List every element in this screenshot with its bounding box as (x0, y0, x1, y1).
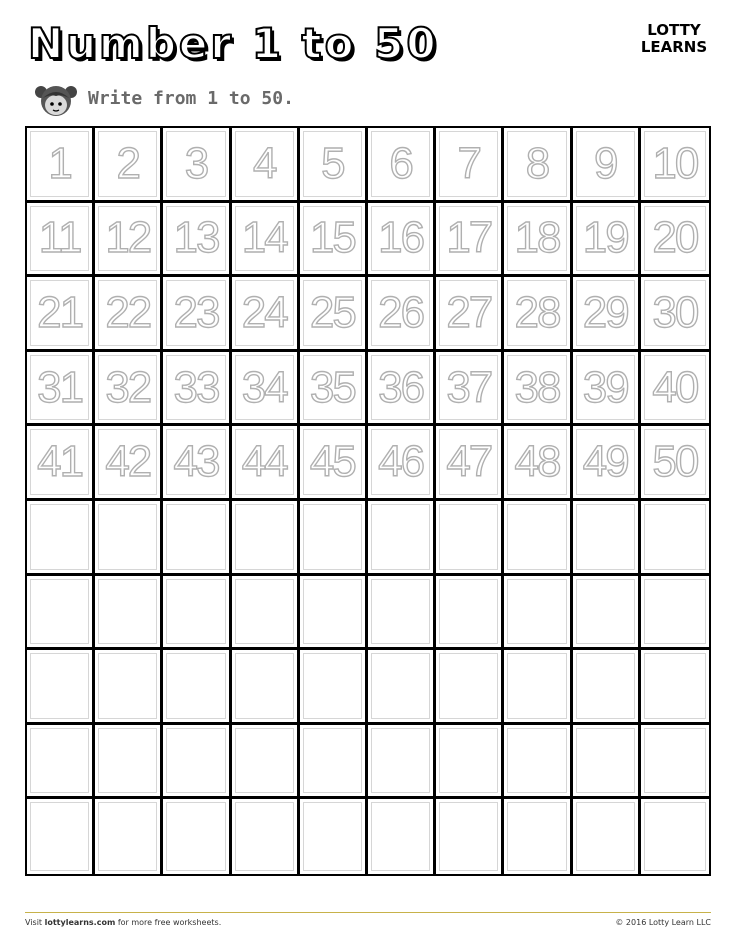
tracing-number: 18 (514, 213, 560, 263)
tracing-number: 26 (378, 287, 424, 337)
tracing-cell (573, 128, 641, 203)
blank-writing-cell[interactable] (163, 650, 231, 725)
tracing-number: 13 (173, 213, 219, 263)
number-writing-grid (25, 126, 711, 876)
blank-writing-cell[interactable] (504, 501, 572, 576)
tracing-number: 40 (652, 362, 698, 412)
blank-writing-cell[interactable] (573, 725, 641, 800)
tracing-cell (95, 128, 163, 203)
tracing-cell (368, 277, 436, 352)
blank-writing-cell[interactable] (641, 501, 709, 576)
tracing-cell (232, 426, 300, 501)
tracing-number: 47 (446, 437, 492, 487)
blank-writing-cell[interactable] (27, 725, 95, 800)
tracing-number: 41 (37, 437, 83, 487)
tracing-number: 10 (652, 138, 698, 188)
logo-line-2: LEARNS (640, 38, 708, 56)
tracing-cell (27, 203, 95, 278)
blank-writing-cell[interactable] (504, 576, 572, 651)
tracing-cell (163, 426, 231, 501)
blank-writing-cell[interactable] (163, 725, 231, 800)
blank-writing-cell[interactable] (27, 799, 95, 874)
blank-writing-cell[interactable] (95, 501, 163, 576)
blank-writing-cell[interactable] (368, 576, 436, 651)
instruction-text: Write from 1 to 50. (88, 88, 294, 109)
tracing-number: 38 (514, 362, 560, 412)
tracing-number: 12 (105, 213, 151, 263)
tracing-cell (27, 426, 95, 501)
tracing-number: 42 (105, 437, 151, 487)
blank-writing-cell[interactable] (641, 576, 709, 651)
blank-writing-cell[interactable] (504, 650, 572, 725)
tracing-cell (641, 426, 709, 501)
page-footer (25, 912, 711, 927)
tracing-cell (573, 277, 641, 352)
tracing-number: 35 (309, 362, 355, 412)
blank-writing-cell[interactable] (368, 501, 436, 576)
tracing-number: 14 (241, 213, 287, 263)
blank-writing-cell[interactable] (300, 725, 368, 800)
tracing-number: 37 (446, 362, 492, 412)
blank-writing-cell[interactable] (163, 501, 231, 576)
tracing-number: 9 (593, 138, 617, 188)
tracing-cell (232, 128, 300, 203)
tracing-cell (368, 352, 436, 427)
tracing-number: 21 (37, 287, 83, 337)
blank-writing-cell[interactable] (368, 799, 436, 874)
tracing-number: 7 (457, 138, 481, 188)
tracing-number: 39 (582, 362, 628, 412)
tracing-number: 50 (652, 437, 698, 487)
blank-writing-cell[interactable] (163, 799, 231, 874)
tracing-cell (436, 128, 504, 203)
blank-writing-cell[interactable] (300, 650, 368, 725)
tracing-number: 4 (252, 138, 276, 188)
tracing-number: 24 (241, 287, 287, 337)
tracing-cell (232, 203, 300, 278)
blank-writing-cell[interactable] (436, 799, 504, 874)
tracing-cell (27, 277, 95, 352)
blank-writing-cell[interactable] (232, 576, 300, 651)
tracing-number: 48 (514, 437, 560, 487)
blank-writing-cell[interactable] (368, 725, 436, 800)
tracing-number: 45 (309, 437, 355, 487)
footer-site-link[interactable]: lottylearns.com (44, 918, 116, 927)
tracing-number: 46 (378, 437, 424, 487)
blank-writing-cell[interactable] (95, 725, 163, 800)
blank-writing-cell[interactable] (504, 725, 572, 800)
tracing-number: 19 (582, 213, 628, 263)
blank-writing-cell[interactable] (163, 576, 231, 651)
footer-visit-prefix: Visit (25, 918, 45, 927)
tracing-cell (504, 277, 572, 352)
blank-writing-cell[interactable] (232, 725, 300, 800)
tracing-cell (504, 352, 572, 427)
blank-writing-cell[interactable] (95, 576, 163, 651)
blank-writing-cell[interactable] (436, 501, 504, 576)
blank-writing-cell[interactable] (641, 799, 709, 874)
blank-writing-cell[interactable] (27, 501, 95, 576)
tracing-number: 20 (652, 213, 698, 263)
tracing-cell (641, 203, 709, 278)
tracing-number: 1 (48, 138, 71, 188)
blank-writing-cell[interactable] (573, 576, 641, 651)
tracing-cell (368, 426, 436, 501)
tracing-cell (368, 128, 436, 203)
blank-writing-cell[interactable] (641, 650, 709, 725)
girl-mascot-icon (34, 80, 78, 120)
tracing-number: 36 (378, 362, 424, 412)
tracing-cell (573, 426, 641, 501)
tracing-cell (504, 203, 572, 278)
tracing-cell (163, 128, 231, 203)
tracing-cell (300, 203, 368, 278)
tracing-cell (300, 277, 368, 352)
blank-writing-cell[interactable] (232, 650, 300, 725)
blank-writing-cell[interactable] (27, 576, 95, 651)
tracing-number: 23 (173, 287, 219, 337)
tracing-number: 5 (321, 138, 344, 188)
tracing-number: 22 (105, 287, 151, 337)
tracing-number: 16 (378, 213, 424, 263)
blank-writing-cell[interactable] (573, 650, 641, 725)
blank-writing-cell[interactable] (368, 650, 436, 725)
footer-visit-text (25, 918, 221, 927)
tracing-cell (95, 426, 163, 501)
tracing-number: 28 (514, 287, 560, 337)
tracing-cell (300, 128, 368, 203)
tracing-number: 33 (173, 362, 219, 412)
tracing-number: 25 (309, 287, 355, 337)
tracing-number: 3 (184, 138, 208, 188)
tracing-cell (641, 352, 709, 427)
blank-writing-cell[interactable] (300, 799, 368, 874)
tracing-cell (504, 426, 572, 501)
tracing-cell (95, 203, 163, 278)
footer-visit-suffix: for more free worksheets. (115, 918, 222, 927)
tracing-cell (163, 203, 231, 278)
tracing-cell (573, 352, 641, 427)
tracing-number: 30 (652, 287, 698, 337)
tracing-cell (436, 352, 504, 427)
blank-writing-cell[interactable] (436, 576, 504, 651)
tracing-number: 11 (38, 213, 81, 263)
blank-writing-cell[interactable] (232, 501, 300, 576)
tracing-number: 8 (525, 138, 549, 188)
blank-writing-cell[interactable] (300, 576, 368, 651)
blank-writing-cell[interactable] (641, 725, 709, 800)
tracing-cell (163, 277, 231, 352)
blank-writing-cell[interactable] (436, 650, 504, 725)
tracing-cell (232, 277, 300, 352)
tracing-cell (573, 203, 641, 278)
tracing-number: 44 (241, 437, 287, 487)
tracing-cell (504, 128, 572, 203)
tracing-number: 34 (241, 362, 287, 412)
tracing-cell (368, 203, 436, 278)
tracing-cell (232, 352, 300, 427)
tracing-cell (436, 203, 504, 278)
tracing-number: 27 (446, 287, 492, 337)
tracing-number: 2 (116, 138, 140, 188)
blank-writing-cell[interactable] (300, 501, 368, 576)
tracing-cell (27, 352, 95, 427)
tracing-cell (436, 277, 504, 352)
page-title: Number 1 to 50 (28, 19, 439, 68)
tracing-number: 29 (582, 287, 628, 337)
blank-writing-cell[interactable] (504, 799, 572, 874)
blank-writing-cell[interactable] (232, 799, 300, 874)
blank-writing-cell[interactable] (95, 799, 163, 874)
tracing-cell (163, 352, 231, 427)
blank-writing-cell[interactable] (573, 501, 641, 576)
tracing-cell (95, 352, 163, 427)
tracing-cell (300, 352, 368, 427)
tracing-number: 17 (446, 213, 492, 263)
tracing-cell (95, 277, 163, 352)
tracing-cell (641, 277, 709, 352)
tracing-number: 43 (173, 437, 219, 487)
tracing-number: 32 (105, 362, 151, 412)
lotty-learns-logo (632, 22, 716, 56)
tracing-cell (436, 426, 504, 501)
tracing-number: 6 (389, 138, 412, 188)
tracing-number: 49 (582, 437, 628, 487)
blank-writing-cell[interactable] (573, 799, 641, 874)
blank-writing-cell[interactable] (27, 650, 95, 725)
tracing-cell (300, 426, 368, 501)
logo-line-1: LOTTY (647, 21, 701, 39)
footer-copyright: © 2016 Lotty Learn LLC (615, 918, 711, 927)
tracing-number: 31 (37, 362, 83, 412)
blank-writing-cell[interactable] (436, 725, 504, 800)
tracing-cell (641, 128, 709, 203)
tracing-number: 15 (309, 213, 355, 263)
blank-writing-cell[interactable] (95, 650, 163, 725)
tracing-cell (27, 128, 95, 203)
